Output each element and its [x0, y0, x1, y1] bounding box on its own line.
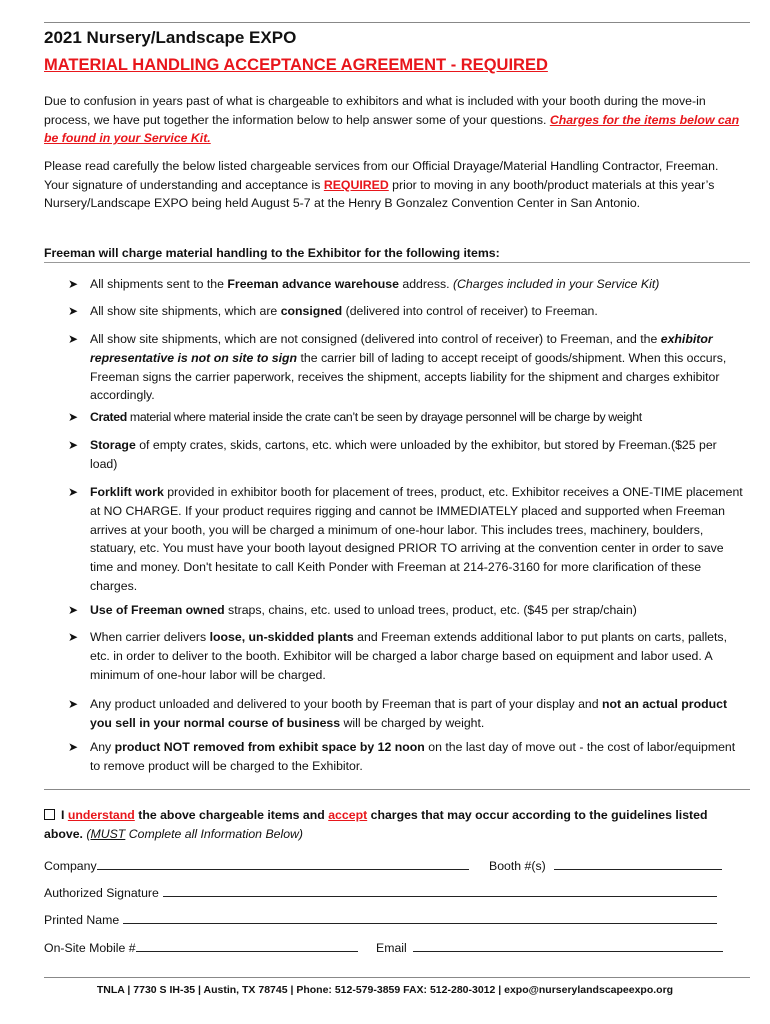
page-title: 2021 Nursery/Landscape EXPO [44, 28, 297, 47]
understand-label: understand [67, 808, 135, 822]
section-divider [44, 789, 750, 790]
list-item: ➤ Any product unloaded and delivered to your booth by Freeman that is part of your display and not an actual product you sell in your normal course of business will be charged by weight. [68, 697, 728, 730]
mobile-field[interactable] [44, 940, 358, 955]
charges-heading: Freeman will charge material handling to the Exhibitor for the following items: [44, 246, 750, 263]
company-field[interactable] [44, 858, 469, 873]
booth-field[interactable] [489, 858, 722, 873]
para2-part1: Please read carefully the below listed chargeable services from our Official Drayage/Material Handling Contractor, Freeman. Your signature of understanding and acceptance is [44, 159, 719, 192]
list-item: ➤ Forklift work provided in exhibitor booth for placement of trees, product, etc. Exhibitor receives a ONE-TIME placement at NO CHARGE. If your product requires rigging and cannot be IMMEDIATELY placed and supported when Freeman arrives at your booth, you will be charged a minimum of one-hour labor. This includes trees, machinery, boulders, statuary, etc. You must have your booth layout designed PRIOR TO arriving at the convention center in order to save time and money. Don't hesitate to call Keith Ponder with Freeman at 214-276-3160 for more clarification of these charges. [68, 485, 743, 593]
booth-input-line[interactable] [554, 858, 722, 870]
arrow-bullet-icon: ➤ [68, 603, 79, 617]
acceptance-checkbox[interactable] [44, 809, 55, 820]
instructions-paragraph [44, 157, 746, 213]
printed-name-field[interactable] [44, 912, 717, 927]
signature-label: Authorized Signature [44, 886, 159, 900]
company-label: Company [44, 859, 97, 873]
agreement-subtitle: MATERIAL HANDLING ACCEPTANCE AGREEMENT - REQUIRED [44, 56, 548, 74]
list-item: ➤ All shipments sent to the Freeman advance warehouse address. (Charges included in your Service Kit) [70, 275, 746, 294]
footer-contact: TNLA | 7730 S IH-35 | Austin, TX 78745 | Phone: 512-579-3859 FAX: 512-280-3012 | expo@nurserylandscapeexpo.org [96, 984, 674, 996]
printed-name-label: Printed Name [44, 913, 120, 927]
intro-text: Due to confusion in years past of what is chargeable to exhibitors and what is included with your booth during the move-in process, we have put together the information below to help answer some of your questions. [44, 94, 706, 127]
arrow-bullet-icon: ➤ [68, 277, 79, 291]
arrow-bullet-icon: ➤ [68, 740, 79, 754]
mobile-label: On-Site Mobile # [44, 941, 136, 955]
signature-field[interactable] [44, 885, 717, 900]
accept-label: accept [328, 808, 368, 822]
list-item: ➤ All show site shipments, which are consigned (delivered into control of receiver) to Freeman. [70, 302, 746, 321]
mobile-input-line[interactable] [136, 940, 358, 952]
list-item: ➤ Crated material where material inside the crate can’t be seen by drayage personnel will be charge by weight [70, 408, 746, 427]
arrow-bullet-icon: ➤ [68, 332, 79, 346]
email-field[interactable] [376, 940, 723, 955]
acceptance-statement: I understand the above chargeable items and accept charges that may occur according to the guidelines listed above. (MUST Complete all Information Below) [44, 808, 708, 841]
arrow-bullet-icon: ➤ [68, 485, 79, 499]
para2-part2: prior to moving in any booth/product materials at this year’s Nursery/Landscape EXPO being held August 5-7 at the Henry B Gonzalez Convention Center in San Antonio. [44, 177, 715, 211]
booth-label: Booth #(s) [489, 859, 546, 873]
list-item: ➤ Use of Freeman owned straps, chains, etc. used to unload trees, product, etc. ($45 per strap/chain) [70, 601, 746, 620]
arrow-bullet-icon: ➤ [68, 630, 79, 644]
intro-paragraph [44, 92, 746, 148]
printed-name-input-line[interactable] [123, 912, 717, 924]
required-label: REQUIRED [323, 177, 389, 192]
email-label: Email [376, 941, 407, 955]
top-rule [44, 22, 750, 23]
arrow-bullet-icon: ➤ [68, 410, 78, 424]
arrow-bullet-icon: ➤ [68, 697, 79, 711]
company-input-line[interactable] [97, 858, 469, 870]
list-item: ➤ When carrier delivers loose, un-skidded plants and Freeman extends additional labor to put plants on carts, pallets, etc. in order to deliver to the booth. Exhibitor will be charged a labor charge based on equipment and labor used. A minimum of one-hour labor will be charged. [68, 630, 727, 682]
footer-rule [44, 977, 750, 978]
list-item: ➤ Storage of empty crates, skids, cartons, etc. which were unloaded by the exhibitor, but stored by Freeman.($25 per load) [68, 438, 717, 471]
signature-input-line[interactable] [163, 885, 717, 897]
intro-highlight: Charges for the items below can be found in your Service Kit. [44, 112, 740, 146]
arrow-bullet-icon: ➤ [68, 438, 79, 452]
list-item: ➤ All show site shipments, which are not consigned (delivered into control of receiver) to Freeman, and the exhibitor representative is not on site to sign the carrier bill of lading to accept receipt of goods/shipment. When this occurs, Freeman signs the carrier paperwork, receives the shipment, accepts liability for the shipment and charges exhibitor accordingly. [68, 332, 727, 403]
list-item: ➤ Any product NOT removed from exhibit space by 12 noon on the last day of move out - the cost of labor/equipment to remove product will be charged to the Exhibitor. [68, 740, 736, 773]
email-input-line[interactable] [413, 940, 723, 952]
arrow-bullet-icon: ➤ [68, 304, 79, 318]
